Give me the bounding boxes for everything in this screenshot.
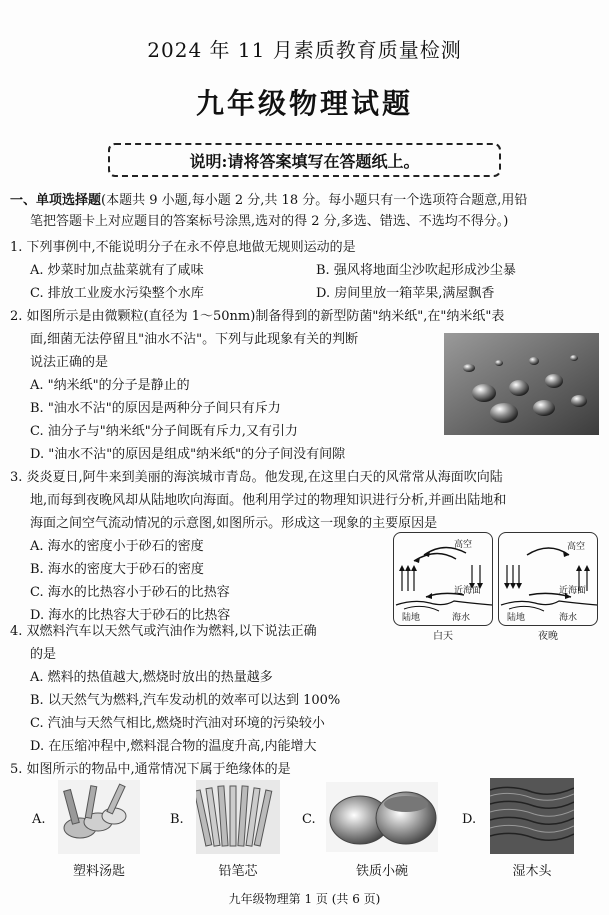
day-land-label: 陆地 (402, 613, 421, 623)
night-breeze-diagram (498, 532, 598, 626)
exam-header: 2024 年 11 月素质教育质量检测 (147, 38, 462, 62)
night-sea-surface-label: 近海面 (559, 586, 587, 596)
q2-option-d: D. "油水不沾"的原因是组成"纳米纸"的分子间没有间隙 (30, 447, 346, 462)
q5-option-a-caption: 塑料汤匙 (72, 864, 125, 879)
q5-option-d-caption: 湿木头 (512, 864, 552, 879)
day-caption: 白天 (433, 631, 453, 642)
q2-stem-line1: 2. 如图所示是由微颗粒(直径为 1～50nm)制备得到的新型防菌"纳米纸",在"纳米纸"表 (10, 309, 505, 324)
notice-text: 说明:请将答案填写在答题纸上。 (189, 151, 420, 171)
q5-option-c-letter: C. (302, 812, 316, 827)
q2-stem-line3: 说法正确的是 (30, 355, 109, 370)
night-caption: 夜晚 (538, 631, 558, 642)
plastic-spoons-photo (58, 780, 140, 854)
q3-option-d: D. 海水的比热容大于砂石的比热容 (30, 608, 231, 623)
q3-option-b: B. 海水的密度大于砂石的密度 (30, 562, 204, 577)
q1-option-a: A. 炒菜时加点盐菜就有了咸味 (30, 263, 204, 278)
day-high-label: 高空 (454, 540, 473, 550)
q5-option-d-letter: D. (462, 812, 477, 827)
q4-option-d: D. 在压缩冲程中,燃料混合物的温度升高,内能增大 (30, 739, 317, 754)
wet-wood-photo (490, 778, 574, 854)
q3-option-c: C. 海水的比热容小于砂石的比热容 (30, 585, 230, 600)
q1-option-b: B. 强风将地面尘沙吹起形成沙尘暴 (316, 263, 516, 278)
steel-bowls-photo (326, 782, 438, 852)
q3-stem-line2: 地,而每到夜晚风却从陆地吹向海面。他利用学过的物理知识进行分析,并画出陆地和 (30, 493, 507, 508)
q5-stem: 5. 如图所示的物品中,通常情况下属于绝缘体的是 (10, 762, 291, 777)
q1-stem: 1. 下列事例中,不能说明分子在永不停息地做无规则运动的是 (10, 240, 356, 255)
day-sea-surface-label: 近海面 (454, 586, 482, 596)
q3-stem-line3: 海面之间空气流动情况的示意图,如图所示。形成这一现象的主要原因是 (30, 516, 438, 531)
notice-box (108, 143, 501, 177)
q4-option-b: B. 以天然气为燃料,汽车发动机的效率可以达到 100% (30, 693, 341, 708)
q3-option-a: A. 海水的密度小于砂石的密度 (30, 539, 204, 554)
q3-stem-line1: 3. 炎炎夏日,阿牛来到美丽的海滨城市青岛。他发现,在这里白天的风常常从海面吹向陆 (10, 470, 503, 485)
nano-paper-droplets-photo (444, 333, 599, 435)
section-intro-line2: 笔把答题卡上对应题目的答案标号涂黑,选对的得 2 分,多选、错选、不选均不得分。) (30, 214, 509, 229)
pencils-photo (196, 780, 280, 854)
q1-option-d: D. 房间里放一箱苹果,满屋飘香 (316, 286, 495, 301)
q1-option-c: C. 排放工业废水污染整个水库 (30, 286, 204, 301)
q4-option-c: C. 汽油与天然气相比,燃烧时汽油对环境的污染较小 (30, 716, 325, 731)
q2-option-c: C. 油分子与"纳米纸"分子间既有斥力,又有引力 (30, 424, 298, 439)
q4-option-a: A. 燃料的热值越大,燃烧时放出的热量越多 (30, 670, 273, 685)
q5-option-c-caption: 铁质小碗 (355, 864, 408, 879)
q5-option-b-letter: B. (170, 812, 184, 827)
night-high-label: 高空 (567, 542, 586, 552)
q5-option-a-letter: A. (32, 812, 46, 827)
section-intro-rest: (本题共 9 小题,每小题 2 分,共 18 分。每小题只有一个选项符合题意,用铅 (101, 193, 528, 208)
section-heading: 一、单项选择题 (10, 193, 102, 208)
night-sea-label: 海水 (559, 613, 578, 623)
q2-option-b: B. "油水不沾"的原因是两种分子间只有斥力 (30, 401, 281, 416)
night-land-label: 陆地 (507, 613, 526, 623)
page-footer: 九年级物理第 1 页 (共 6 页) (228, 892, 381, 906)
q5-option-b-caption: 铅笔芯 (218, 864, 258, 879)
q4-stem-line2: 的是 (30, 647, 57, 662)
q2-option-a: A. "纳米纸"的分子是静止的 (30, 378, 190, 393)
exam-title: 九年级物理试题 (195, 87, 413, 120)
day-sea-label: 海水 (452, 613, 471, 623)
section-intro-line1 (10, 191, 527, 211)
q4-stem-line1: 4. 双燃料汽车以天然气或汽油作为燃料,以下说法正确 (10, 624, 317, 639)
day-breeze-diagram (393, 532, 493, 626)
q2-stem-line2: 面,细菌无法停留且"油水不沾"。下列与此现象有关的判断 (30, 332, 359, 347)
